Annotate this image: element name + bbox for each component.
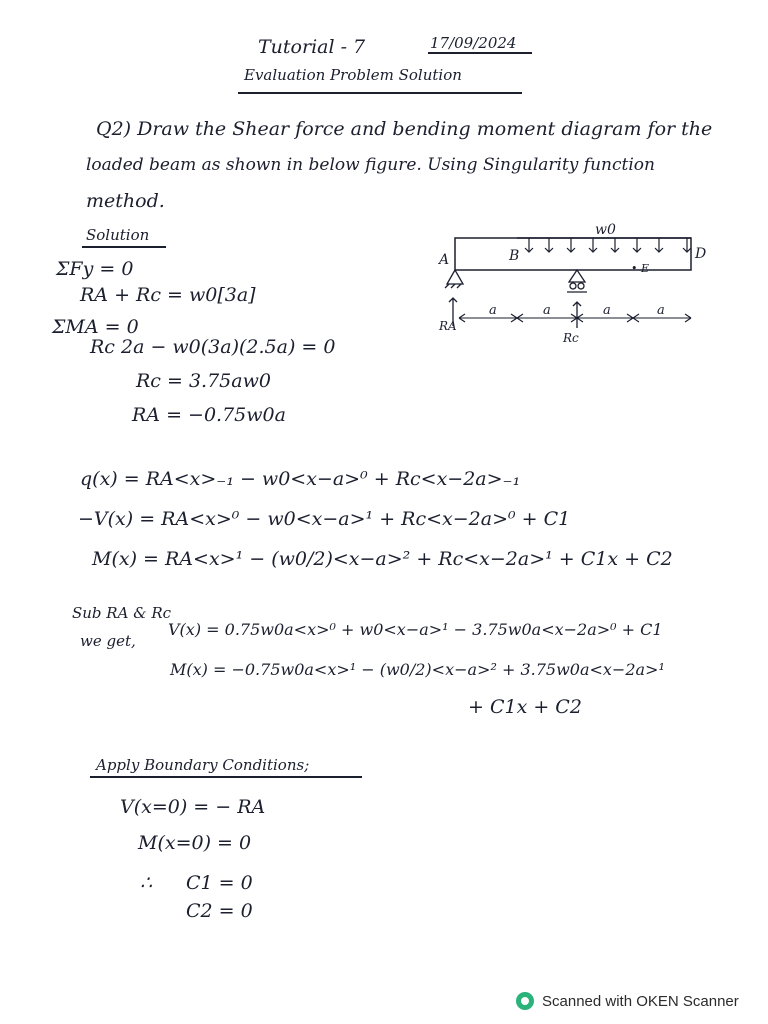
force-sum: ΣFy = 0 bbox=[56, 258, 134, 280]
date: 17/09/2024 bbox=[430, 34, 517, 52]
shear-boundary-condition: V(x=0) = − RA bbox=[120, 796, 266, 818]
scanner-text: Scanned with OKEN Scanner bbox=[542, 992, 739, 1010]
moment-result: M(x) = −0.75w0a<x>¹ − (w0/2)<x−a>² + 3.75w0a<x−2a>¹ bbox=[170, 660, 665, 679]
boundary-underline bbox=[90, 776, 362, 778]
substitution-label: Sub RA & Rc bbox=[72, 604, 172, 622]
moment-sum: ΣMA = 0 bbox=[52, 316, 139, 338]
dimension-a-1: a bbox=[489, 303, 497, 318]
subtitle-underline bbox=[238, 92, 522, 94]
point-b-label: B bbox=[509, 248, 520, 264]
beam-body bbox=[455, 238, 691, 270]
scanner-watermark bbox=[516, 990, 739, 1012]
solution-heading: Solution bbox=[86, 226, 150, 244]
therefore-symbol: ∴ bbox=[140, 872, 153, 894]
moment-result-continued: + C1x + C2 bbox=[468, 696, 582, 718]
pin-support-a bbox=[445, 270, 463, 288]
question-line-1: Q2) Draw the Shear force and bending moment diagram for the bbox=[96, 118, 713, 140]
boundary-heading: Apply Boundary Conditions; bbox=[96, 756, 310, 774]
tutorial-title: Tutorial - 7 bbox=[258, 36, 366, 58]
solution-underline bbox=[82, 246, 166, 248]
c1-result: C1 = 0 bbox=[186, 872, 253, 894]
dimension-a-3: a bbox=[603, 303, 611, 318]
rc-value: Rc = 3.75aw0 bbox=[136, 370, 271, 392]
moment-boundary-condition: M(x=0) = 0 bbox=[138, 832, 252, 854]
c2-result: C2 = 0 bbox=[186, 900, 253, 922]
roller-support-c bbox=[567, 270, 587, 292]
scanner-logo-icon bbox=[516, 992, 534, 1010]
beam-diagram bbox=[425, 222, 715, 352]
question-line-2: loaded beam as shown in below figure. Using Singularity function bbox=[86, 155, 655, 175]
reaction-c-arrow bbox=[573, 302, 581, 328]
dimension-a-2: a bbox=[543, 303, 551, 318]
ra-value: RA = −0.75w0a bbox=[132, 404, 286, 426]
date-underline bbox=[428, 52, 532, 54]
moment-equation: Rc 2a − w0(3a)(2.5a) = 0 bbox=[90, 336, 336, 358]
reaction-c-label: Rc bbox=[563, 331, 579, 345]
dimension-a-4: a bbox=[657, 303, 665, 318]
shear-result: V(x) = 0.75w0a<x>⁰ + w0<x−a>¹ − 3.75w0a<x−2a>⁰ + C1 bbox=[168, 620, 663, 639]
force-equation: RA + Rc = w0[3a] bbox=[80, 284, 256, 306]
point-d-label: D bbox=[695, 246, 707, 262]
moment-function: M(x) = RA<x>¹ − (w0/2)<x−a>² + Rc<x−2a>¹ + C1x + C2 bbox=[92, 548, 673, 570]
reaction-a-label: RA bbox=[439, 319, 457, 333]
point-a-label: A bbox=[439, 252, 450, 268]
load-arrows bbox=[525, 238, 691, 252]
page-subtitle: Evaluation Problem Solution bbox=[244, 66, 462, 84]
we-get-label: we get, bbox=[80, 632, 136, 650]
shear-function: −V(x) = RA<x>⁰ − w0<x−a>¹ + Rc<x−2a>⁰ + C1 bbox=[78, 508, 571, 530]
load-function: q(x) = RA<x>₋₁ − w0<x−a>⁰ + Rc<x−2a>₋₁ bbox=[80, 468, 521, 490]
question-line-3: method. bbox=[86, 190, 165, 212]
point-e-label: • E bbox=[631, 262, 650, 275]
load-label: w0 bbox=[595, 222, 616, 238]
